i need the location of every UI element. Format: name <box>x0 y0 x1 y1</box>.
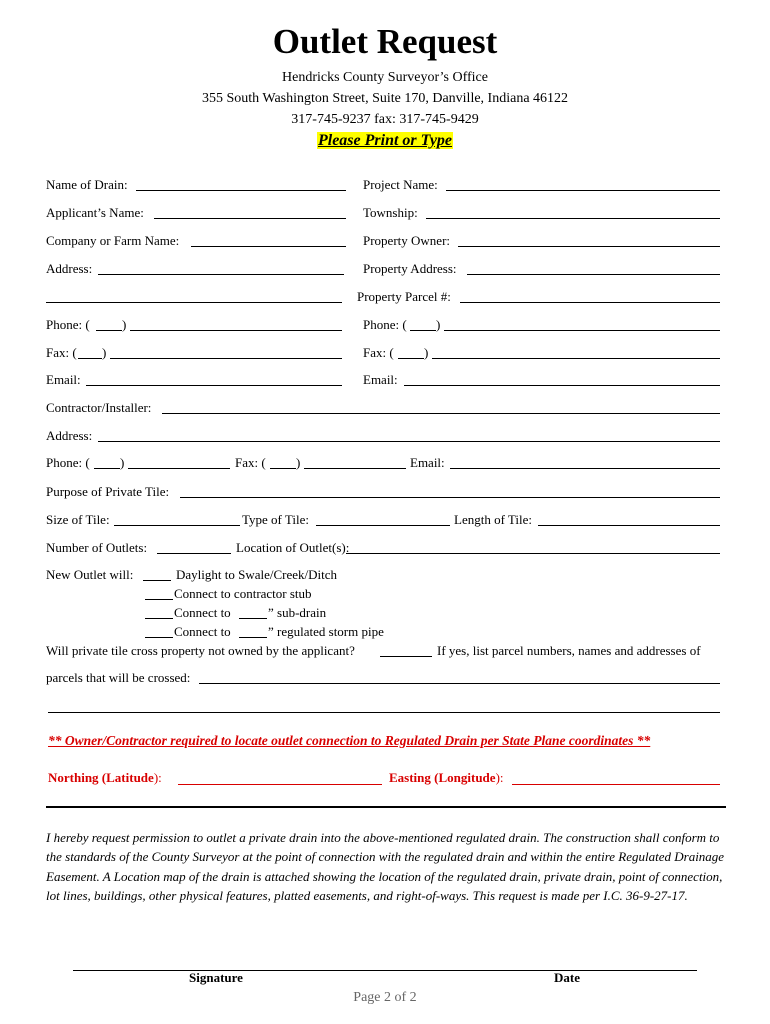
office-address: 355 South Washington Street, Suite 170, Danville, Indiana 46122 <box>201 91 569 106</box>
permission-statement: I hereby request permission to outlet a private drain into the above-mentioned regulated drain. The construction shall conform to the standards of the County Surveyor at the point of connection with the regulated drain and within the entire Regulated Drainage Easement. A Location map of the drain is attached showing the location of the regulated drain, private drain, point of connection, lot lines, buildings, other physical features, platted easements, and right-of-ways. This request is made per I.C. 36-9-27-17. <box>46 830 725 903</box>
name-of-drain-field[interactable] <box>136 190 346 191</box>
address-field[interactable] <box>98 274 344 275</box>
size-tile-label: Size of Tile: <box>46 512 110 527</box>
page-number: Page 2 of 2 <box>353 990 417 1005</box>
opt-storm-pipe-size-field[interactable] <box>239 637 267 638</box>
owner-email-label: Email: <box>363 372 398 387</box>
new-outlet-label: New Outlet will: <box>46 567 134 582</box>
fax-paren: ) <box>102 345 107 360</box>
owner-phone-paren: ) <box>436 317 441 332</box>
owner-fax-area-code[interactable] <box>398 358 424 359</box>
company-field[interactable] <box>191 246 346 247</box>
purpose-label: Purpose of Private Tile: <box>46 484 170 499</box>
phone-area-code[interactable] <box>96 330 122 331</box>
applicant-name-field[interactable] <box>154 218 346 219</box>
owner-phone-label: Phone: ( <box>363 317 407 332</box>
owner-phone-area-code[interactable] <box>410 330 436 331</box>
contractor-phone-label: Phone: ( <box>46 455 90 470</box>
fax-area-code[interactable] <box>78 358 102 359</box>
opt-storm-pipe-suffix: ” regulated storm pipe <box>268 624 384 639</box>
type-tile-field[interactable] <box>316 525 450 526</box>
num-outlets-label: Number of Outlets: <box>46 540 148 555</box>
address-label: Address: <box>46 261 93 276</box>
northing-label: Northing (Latitude): <box>48 770 162 785</box>
office-name: Hendricks County Surveyor’s Office <box>282 70 488 85</box>
contractor-phone-field[interactable] <box>128 468 230 469</box>
page-title: Outlet Request <box>272 22 498 61</box>
opt-storm-pipe-checkbox[interactable] <box>145 637 173 638</box>
owner-fax-field[interactable] <box>432 358 720 359</box>
contractor-phone-area-code[interactable] <box>94 468 120 469</box>
email-field[interactable] <box>86 385 342 386</box>
signature-label: Signature <box>189 970 243 985</box>
fax-field[interactable] <box>110 358 342 359</box>
applicant-name-label: Applicant’s Name: <box>46 205 144 220</box>
opt-subdrain-size-field[interactable] <box>239 618 267 619</box>
contractor-field[interactable] <box>162 413 720 414</box>
contractor-email-field[interactable] <box>450 468 720 469</box>
opt-contractor-stub-checkbox[interactable] <box>145 599 173 600</box>
num-outlets-field[interactable] <box>157 553 231 554</box>
length-tile-label: Length of Tile: <box>454 512 533 527</box>
project-name-label: Project Name: <box>363 177 438 192</box>
section-divider <box>46 806 726 808</box>
size-tile-field[interactable] <box>114 525 240 526</box>
opt-storm-pipe-label: Connect to <box>174 624 231 639</box>
contractor-fax-field[interactable] <box>304 468 406 469</box>
property-parcel-label: Property Parcel #: <box>357 289 451 304</box>
address-field-2[interactable] <box>46 302 342 303</box>
fax-label: Fax: ( <box>46 345 77 360</box>
email-label: Email: <box>46 372 81 387</box>
opt-contractor-stub-label: Connect to contractor stub <box>174 586 312 601</box>
office-phone-fax: 317-745-9237 fax: 317-745-9429 <box>291 112 479 127</box>
contractor-fax-label: Fax: ( <box>235 455 266 470</box>
contractor-phone-paren: ) <box>120 455 125 470</box>
opt-daylight-checkbox[interactable] <box>143 580 171 581</box>
parcels-field[interactable] <box>199 683 720 684</box>
property-owner-field[interactable] <box>458 246 720 247</box>
signature-date-line[interactable] <box>73 970 697 971</box>
contractor-email-label: Email: <box>410 455 445 470</box>
owner-phone-field[interactable] <box>444 330 720 331</box>
property-parcel-field[interactable] <box>460 302 720 303</box>
cross-property-answer-field[interactable] <box>380 656 432 657</box>
property-address-label: Property Address: <box>363 261 457 276</box>
opt-daylight-label: Daylight to Swale/Creek/Ditch <box>176 567 338 582</box>
parcels-field-2[interactable] <box>48 712 720 713</box>
township-field[interactable] <box>426 218 720 219</box>
location-notice: ** Owner/Contractor required to locate outlet connection to Regulated Drain per State Plane coordinates ** <box>48 733 651 748</box>
easting-field[interactable] <box>512 784 720 785</box>
location-outlets-label: Location of Outlet(s): <box>236 540 350 555</box>
date-label: Date <box>554 970 580 985</box>
township-label: Township: <box>363 205 418 220</box>
contractor-fax-paren: ) <box>296 455 301 470</box>
opt-subdrain-checkbox[interactable] <box>145 618 173 619</box>
cross-property-question: Will private tile cross property not owned by the applicant? <box>46 643 355 658</box>
owner-fax-label: Fax: ( <box>363 345 394 360</box>
length-tile-field[interactable] <box>538 525 720 526</box>
phone-label: Phone: ( <box>46 317 90 332</box>
easting-label: Easting (Longitude): <box>389 770 504 785</box>
contractor-fax-area-code[interactable] <box>270 468 296 469</box>
northing-field[interactable] <box>178 784 382 785</box>
property-owner-label: Property Owner: <box>363 233 451 248</box>
owner-fax-paren: ) <box>424 345 429 360</box>
location-outlets-field[interactable] <box>346 553 720 554</box>
property-address-field[interactable] <box>467 274 720 275</box>
company-label: Company or Farm Name: <box>46 233 180 248</box>
owner-email-field[interactable] <box>404 385 720 386</box>
project-name-field[interactable] <box>446 190 720 191</box>
type-tile-label: Type of Tile: <box>242 512 309 527</box>
print-note: Please Print or Type <box>317 132 453 149</box>
parcels-label: parcels that will be crossed: <box>46 670 191 685</box>
opt-subdrain-suffix: ” sub-drain <box>268 605 327 620</box>
phone-paren: ) <box>122 317 127 332</box>
name-of-drain-label: Name of Drain: <box>46 177 128 192</box>
purpose-field[interactable] <box>180 497 720 498</box>
contractor-label: Contractor/Installer: <box>46 400 152 415</box>
contractor-address-field[interactable] <box>98 441 720 442</box>
cross-property-instructions: If yes, list parcel numbers, names and addresses of <box>437 643 701 658</box>
contractor-address-label: Address: <box>46 428 93 443</box>
opt-subdrain-label: Connect to <box>174 605 231 620</box>
phone-field[interactable] <box>130 330 342 331</box>
